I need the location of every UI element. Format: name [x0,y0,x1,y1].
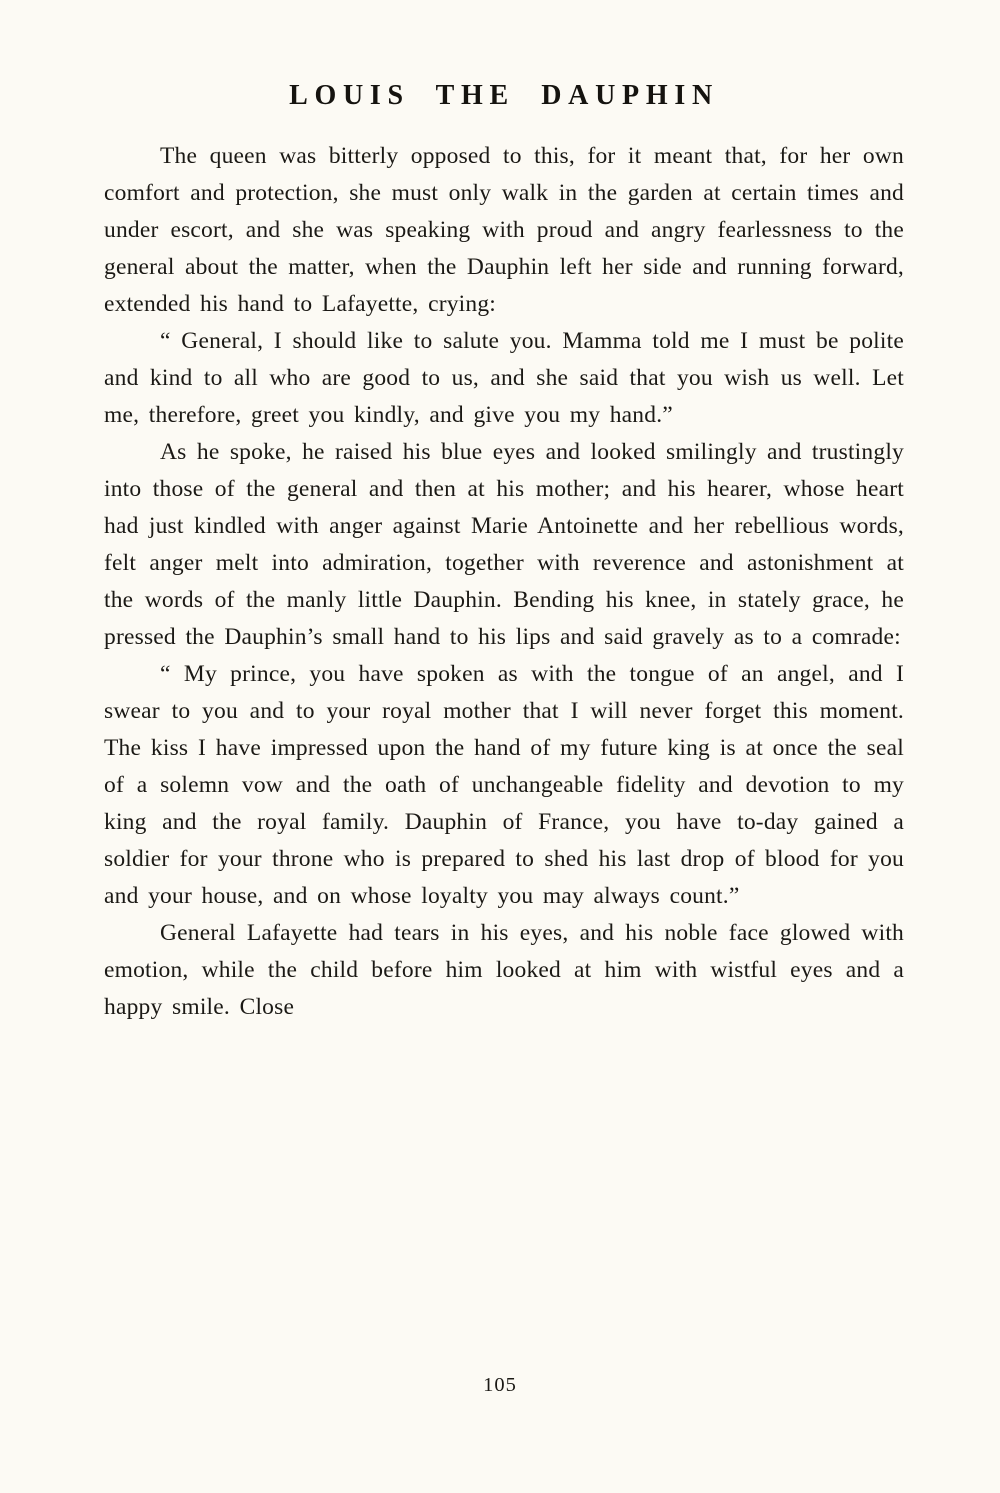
paragraph: “ My prince, you have spoken as with the tongue of an angel, and I swear to you and to your royal mother that I will never forget this moment. The kiss I have impressed upon the hand of my future king is at once the seal of a solemn vow and the oath of unchangeable fidelity and devotion to my king and the royal family. Dauphin of France, you have to-day gained a soldier for your throne who is prepared to shed his last drop of blood for you and your house, and on whose loyalty you may always count.” [104,661,904,909]
paragraph: “ General, I should like to salute you. Mamma told me I must be polite and kind to all who are good to us, and she said that you wish us well. Let me, therefore, greet you kindly, and give you my hand.” [104,328,904,428]
paragraph: General Lafayette had tears in his eyes, and his noble face glowed with emotion, while the child before him looked at him with wistful eyes and a happy smile. Close [104,920,904,1020]
body-text [104,138,904,1026]
page-number: 105 [483,1374,517,1396]
paragraph: The queen was bitterly opposed to this, for it meant that, for her own comfort and protection, she must only walk in the garden at certain times and under escort, and she was speaking with proud and angry fearlessness to the general about the matter, when the Dauphin left her side and running forward, extended his hand to Lafayette, crying: [104,143,904,317]
paragraph: As he spoke, he raised his blue eyes and looked smilingly and trustingly into those of the general and then at his mother; and his hearer, whose heart had just kindled with anger against Marie Antoinette and her rebellious words, felt anger melt into admiration, together with reverence and astonishment at the words of the manly little Dauphin. Bending his knee, in stately grace, he pressed the Dauphin’s small hand to his lips and said gravely as to a comrade: [104,439,904,650]
running-head: LOUIS THE DAUPHIN [289,80,719,111]
